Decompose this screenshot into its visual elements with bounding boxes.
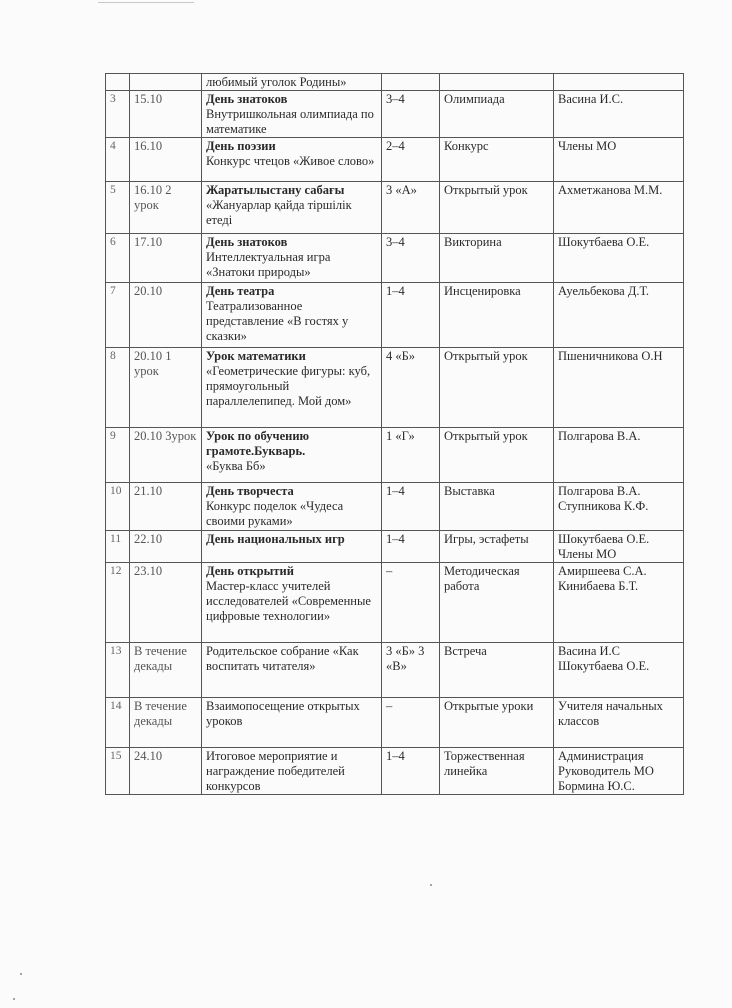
scan-speck [20, 973, 22, 975]
table-row [106, 643, 684, 698]
responsible-cell: Шокутбаева О.Е. Члены МО [554, 531, 684, 563]
event-title: День поэзии [206, 139, 276, 153]
form-cell: Открытые уроки [440, 698, 554, 748]
date-cell: 20.10 [130, 283, 202, 348]
row-number-cell: 5 [106, 182, 130, 234]
event-title: День знатоков [206, 92, 288, 106]
table-row [106, 91, 684, 138]
event-cell [202, 698, 382, 748]
form-cell: Открытый урок [440, 428, 554, 483]
responsible-cell: Администрация Руководитель МО Бормина Ю.С. [554, 748, 684, 795]
event-title: День открытий [206, 564, 294, 578]
date-cell: 16.10 2 урок [130, 182, 202, 234]
grade-cell: 1–4 [382, 531, 440, 563]
date-cell [130, 74, 202, 91]
form-cell: Викторина [440, 234, 554, 283]
event-title: Жаратылыстану сабағы [206, 183, 345, 197]
event-description: Родительское собрание «Как воспитать читателя» [206, 644, 359, 673]
row-number-cell: 4 [106, 138, 130, 182]
grade-cell: 1–4 [382, 283, 440, 348]
form-cell: Конкурс [440, 138, 554, 182]
table-row [106, 138, 684, 182]
date-cell: В течение декады [130, 643, 202, 698]
table-row [106, 182, 684, 234]
event-cell [202, 531, 382, 563]
event-description: Театрализованное представление «В гостях у сказки» [206, 299, 349, 343]
row-number-cell: 8 [106, 348, 130, 428]
table-row [106, 748, 684, 795]
form-cell [440, 74, 554, 91]
date-cell: 22.10 [130, 531, 202, 563]
event-cell [202, 234, 382, 283]
row-number-cell: 11 [106, 531, 130, 563]
responsible-cell: Члены МО [554, 138, 684, 182]
date-cell: 16.10 [130, 138, 202, 182]
row-number-cell: 13 [106, 643, 130, 698]
event-cell [202, 563, 382, 643]
date-cell: 17.10 [130, 234, 202, 283]
table-row [106, 74, 684, 91]
responsible-cell: Ауельбекова Д.Т. [554, 283, 684, 348]
date-cell: 21.10 [130, 483, 202, 531]
responsible-cell: Полгарова В.А. [554, 428, 684, 483]
event-cell [202, 283, 382, 348]
form-cell: Торжественная линейка [440, 748, 554, 795]
form-cell: Выставка [440, 483, 554, 531]
event-cell [202, 138, 382, 182]
grade-cell: – [382, 563, 440, 643]
row-number-cell: 9 [106, 428, 130, 483]
table-row [106, 531, 684, 563]
event-cell [202, 74, 382, 91]
event-title: Урок по обучению грамоте.Букварь. [206, 429, 310, 458]
event-description: «Геометрические фигуры: куб, прямоугольный параллелепипед. Мой дом» [206, 364, 371, 408]
responsible-cell: Полгарова В.А. Ступникова К.Ф. [554, 483, 684, 531]
row-number-cell: 3 [106, 91, 130, 138]
event-description: Интеллектуальная игра «Знатоки природы» [206, 250, 331, 279]
date-cell: 20.10 1 урок [130, 348, 202, 428]
row-number-cell: 10 [106, 483, 130, 531]
scan-speck [13, 998, 15, 1000]
date-cell: 23.10 [130, 563, 202, 643]
event-cell [202, 483, 382, 531]
event-cell [202, 91, 382, 138]
row-number-cell: 14 [106, 698, 130, 748]
responsible-cell: Шокутбаева О.Е. [554, 234, 684, 283]
form-cell: Игры, эстафеты [440, 531, 554, 563]
scan-speck [430, 884, 432, 886]
row-number-cell: 7 [106, 283, 130, 348]
row-number-cell: 6 [106, 234, 130, 283]
top-edge-line [98, 2, 194, 3]
form-cell: Инсценировка [440, 283, 554, 348]
row-number-cell: 15 [106, 748, 130, 795]
grade-cell: 4 «Б» [382, 348, 440, 428]
event-plan-table [105, 73, 684, 795]
event-cell [202, 643, 382, 698]
event-title: День творчеста [206, 484, 294, 498]
responsible-cell [554, 74, 684, 91]
event-description: Мастер-класс учителей исследователей «Современные цифровые технологии» [206, 579, 371, 623]
grade-cell: 1–4 [382, 748, 440, 795]
event-cell [202, 748, 382, 795]
table-row [106, 283, 684, 348]
responsible-cell: Васина И.С Шокутбаева О.Е. [554, 643, 684, 698]
form-cell: Открытый урок [440, 182, 554, 234]
grade-cell: – [382, 698, 440, 748]
event-description: Конкурс поделок «Чудеса своими руками» [206, 499, 344, 528]
responsible-cell: Пшеничникова О.Н [554, 348, 684, 428]
row-number-cell: 12 [106, 563, 130, 643]
event-description: Конкурс чтецов «Живое слово» [206, 154, 375, 168]
grade-cell: 3–4 [382, 91, 440, 138]
event-description: Итоговое мероприятие и награждение победителей конкурсов [206, 749, 345, 793]
event-description: «Буква Бб» [206, 459, 266, 473]
event-cell [202, 428, 382, 483]
form-cell: Встреча [440, 643, 554, 698]
event-description: «Жануарлар қайда тіршілік етеді [206, 198, 352, 227]
grade-cell: 1–4 [382, 483, 440, 531]
event-title: День национальных игр [206, 532, 345, 546]
grade-cell: 3 «Б» 3 «В» [382, 643, 440, 698]
event-description: любимый уголок Родины» [206, 75, 347, 89]
grade-cell: 3 «А» [382, 182, 440, 234]
form-cell: Олимпиада [440, 91, 554, 138]
responsible-cell: Васина И.С. [554, 91, 684, 138]
date-cell: 24.10 [130, 748, 202, 795]
row-number-cell [106, 74, 130, 91]
event-cell [202, 348, 382, 428]
grade-cell: 1 «Г» [382, 428, 440, 483]
event-description: Взаимопосещение открытых уроков [206, 699, 360, 728]
table-row [106, 563, 684, 643]
table-row [106, 234, 684, 283]
form-cell: Методическая работа [440, 563, 554, 643]
grade-cell: 2–4 [382, 138, 440, 182]
responsible-cell: Ахметжанова М.М. [554, 182, 684, 234]
event-title: Урок математики [206, 349, 306, 363]
date-cell: 20.10 3урок [130, 428, 202, 483]
responsible-cell: Учителя начальных классов [554, 698, 684, 748]
event-description: Внутришкольная олимпиада по математике [206, 107, 374, 136]
event-cell [202, 182, 382, 234]
table-row [106, 348, 684, 428]
table-body [106, 74, 684, 795]
form-cell: Открытый урок [440, 348, 554, 428]
event-title: День знатоков [206, 235, 288, 249]
event-title: День театра [206, 284, 275, 298]
table-row [106, 483, 684, 531]
date-cell: В течение декады [130, 698, 202, 748]
table-row [106, 428, 684, 483]
responsible-cell: Амиршеева С.А. Кинибаева Б.Т. [554, 563, 684, 643]
grade-cell: 3–4 [382, 234, 440, 283]
date-cell: 15.10 [130, 91, 202, 138]
grade-cell [382, 74, 440, 91]
table-row [106, 698, 684, 748]
